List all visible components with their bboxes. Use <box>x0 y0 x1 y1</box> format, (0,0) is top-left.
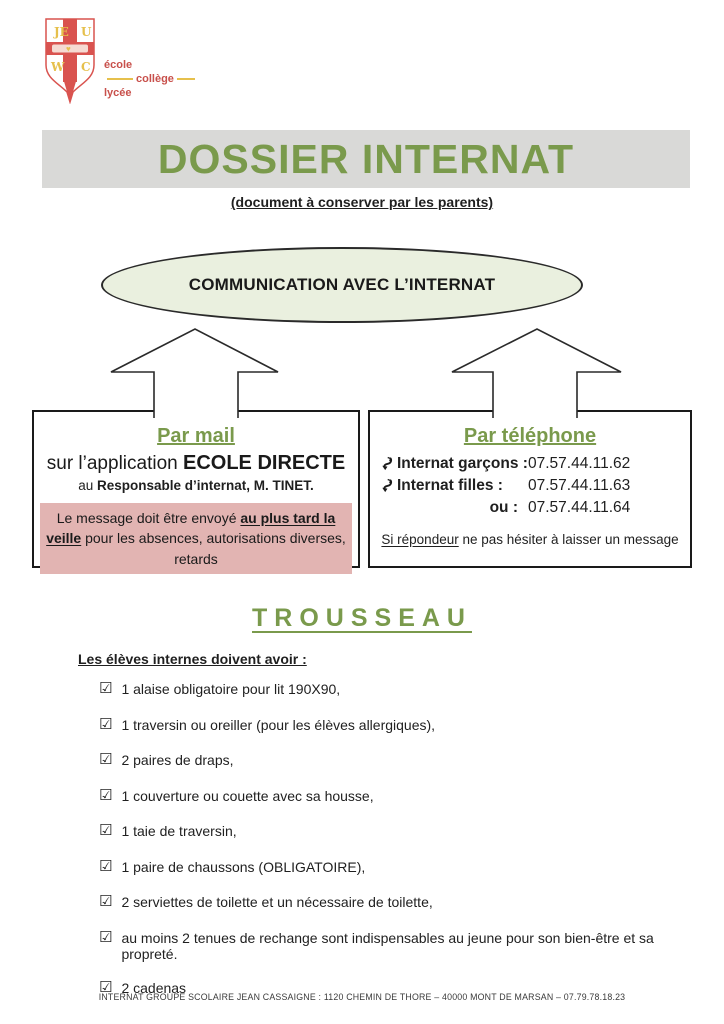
logo-school-levels <box>104 58 198 100</box>
mail-recipient-name: Responsable d’internat, M. TINET. <box>97 478 314 493</box>
mail-note-text-end: pour les absences, autorisations diverses, retards <box>81 530 346 567</box>
logo-dash-right <box>177 78 195 80</box>
phone-contact-box <box>368 410 692 568</box>
phone-row-alt <box>380 497 680 519</box>
answering-machine-note <box>370 532 690 547</box>
checked-checkbox-icon: ☑ <box>99 928 113 946</box>
school-logo <box>44 18 198 104</box>
phone-number-boys: 07.57.44.11.62 <box>528 455 631 472</box>
checklist-item-text: 2 paires de draps, <box>121 752 234 768</box>
checklist-item <box>99 823 689 840</box>
checked-checkbox-icon: ☑ <box>99 680 113 697</box>
phone-number-girls: 07.57.44.11.63 <box>528 477 631 494</box>
phone-receiver-icon <box>380 478 393 494</box>
svg-text:U: U <box>81 25 92 39</box>
phone-row-boys <box>380 453 680 475</box>
communication-ellipse <box>101 247 583 323</box>
mail-deadline-note <box>40 503 352 574</box>
mail-note-text-start: Le message doit être envoyé <box>56 510 241 526</box>
phone-receiver-icon <box>380 456 393 472</box>
svg-text:JE: JE <box>54 25 69 39</box>
answering-machine-note-underline: Si répondeur <box>381 532 459 547</box>
checklist-item-text: 2 serviettes de toilette et un nécessaire de toilette, <box>121 894 433 910</box>
phone-row-boys-label: Internat garçons : <box>380 453 518 475</box>
mail-app-name: ECOLE DIRECTE <box>183 452 346 474</box>
checklist-item <box>99 894 689 911</box>
checklist-item-text: 1 paire de chaussons (OBLIGATOIRE), <box>121 858 366 875</box>
checklist-item <box>99 859 689 876</box>
mail-app-prefix: sur l’application <box>46 453 183 474</box>
title-banner <box>42 130 690 188</box>
logo-level-college: collège <box>136 73 174 85</box>
footer-address: INTERNAT GROUPE SCOLAIRE JEAN CASSAIGNE : 1120 CHEMIN DE THORE – 40000 MONT DE MARSAN – 07.79.78.18.23 <box>98 992 626 1002</box>
checklist-item-text: 1 taie de traversin, <box>121 823 237 839</box>
phone-number-list <box>370 453 690 519</box>
school-crest-icon <box>44 18 96 104</box>
phone-number-alt: 07.57.44.11.64 <box>528 499 631 516</box>
checklist-item <box>99 681 689 698</box>
mail-box-title: Par mail <box>157 425 235 447</box>
checklist-item <box>99 788 689 805</box>
left-up-arrow-icon <box>111 329 278 418</box>
checked-checkbox-icon: ☑ <box>99 751 113 768</box>
checklist-item-text: au moins 2 tenues de rechange sont indispensables au jeune pour son bien-être et sa propreté. <box>121 929 654 962</box>
phone-row-alt-label: ou : <box>489 499 518 516</box>
communication-ellipse-label: COMMUNICATION AVEC L’INTERNAT <box>188 275 496 294</box>
checklist-item <box>99 717 689 734</box>
mail-contact-box <box>32 410 360 568</box>
phone-row-girls-label: Internat filles : <box>380 475 518 497</box>
logo-dash-left <box>107 78 133 80</box>
checked-checkbox-icon: ☑ <box>99 979 113 996</box>
checked-checkbox-icon: ☑ <box>99 893 113 910</box>
checklist-item-text: 1 alaise obligatoire pour lit 190X90, <box>121 681 341 697</box>
svg-text:C: C <box>81 60 91 74</box>
logo-level-lycee: lycée <box>104 87 132 99</box>
mail-recipient-line <box>34 478 358 493</box>
trousseau-section-title: TROUSSEAU <box>252 604 472 632</box>
trousseau-checklist <box>99 681 689 1016</box>
checklist-item-text: 2 cadenas <box>121 980 187 996</box>
mail-note-deadline: au plus tard la veille <box>46 510 336 547</box>
trousseau-intro: Les élèves internes doivent avoir : <box>78 651 307 667</box>
svg-text:W: W <box>51 60 65 74</box>
checklist-item-text: 1 couverture ou couette avec sa housse, <box>121 787 374 804</box>
svg-text:♥: ♥ <box>66 44 71 54</box>
mail-app-line <box>34 452 358 475</box>
mail-recipient-prefix: au <box>78 478 97 493</box>
answering-machine-note-rest: ne pas hésiter à laisser un message <box>458 532 679 547</box>
checklist-item <box>99 930 689 962</box>
checked-checkbox-icon: ☑ <box>99 857 113 875</box>
phone-row-girls <box>380 475 680 497</box>
phone-box-title: Par téléphone <box>463 425 597 447</box>
checklist-item-text: 1 traversin ou oreiller (pour les élèves allergiques), <box>121 716 436 733</box>
up-arrows-graphic <box>0 325 724 420</box>
checked-checkbox-icon: ☑ <box>99 786 113 804</box>
page-title: DOSSIER INTERNAT <box>157 135 575 182</box>
page-subtitle: (document à conserver par les parents) <box>230 194 494 210</box>
checked-checkbox-icon: ☑ <box>99 715 113 733</box>
checklist-item <box>99 752 689 769</box>
logo-level-ecole: école <box>104 59 133 71</box>
checked-checkbox-icon: ☑ <box>99 822 113 839</box>
right-up-arrow-icon <box>452 329 621 418</box>
